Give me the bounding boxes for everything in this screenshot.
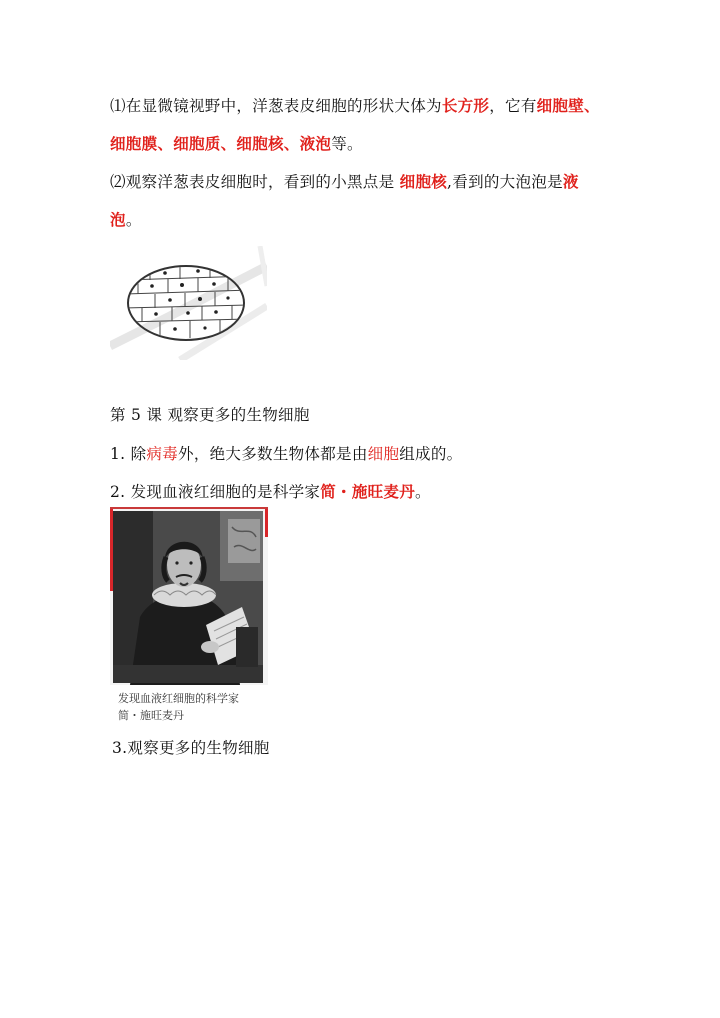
item2-prefix: 2. 发现血液红细胞的是科学家: [110, 483, 321, 501]
answer-scientist: 简・施旺麦丹: [320, 482, 416, 501]
scientist-portrait: [110, 507, 268, 723]
para2-prefix: ⑵观察洋葱表皮细胞时，看到的小黑点是: [110, 173, 400, 191]
item1-end: 组成的。: [399, 445, 463, 463]
lesson-title: 第 5 课 观察更多的生物细胞: [110, 406, 310, 424]
onion-cell-figure: [110, 246, 267, 360]
answer-shape: 长方形: [441, 96, 490, 115]
portrait-caption-line1: 发现血液红细胞的科学家: [118, 692, 239, 705]
answer-nucleus: 细胞核: [399, 172, 448, 191]
para1-prefix: ⑴在显微镜视野中，洋葱表皮细胞的形状大体为: [110, 97, 442, 115]
para1-end: 等。: [331, 135, 363, 153]
item1-line: [110, 443, 462, 465]
para2-line2: [110, 209, 142, 231]
para2-line1: [110, 171, 579, 193]
answer-vacuole-part1: 液: [562, 172, 579, 191]
portrait-image: [110, 507, 268, 685]
item3-line: 3.观察更多的生物细胞: [112, 739, 270, 757]
item1-mid: 外，绝大多数生物体都是由: [178, 445, 368, 463]
onion-cell-drawing: [110, 246, 267, 360]
answer-cell-wall: 细胞壁、: [536, 96, 600, 115]
para2-end: 。: [125, 211, 142, 229]
answer-structures: 细胞膜、细胞质、细胞核、液泡: [110, 134, 332, 153]
item2-line: [110, 481, 431, 503]
para1-line1: [110, 95, 600, 117]
answer-virus: 病毒: [146, 445, 179, 463]
answer-vacuole-part2: 泡: [110, 210, 126, 229]
para1-mid: ，它有: [489, 97, 537, 115]
item2-end: 。: [415, 483, 431, 501]
para1-line2: [110, 133, 363, 155]
portrait-caption-line2: 简・施旺麦丹: [118, 709, 184, 722]
item1-prefix: 1. 除: [110, 445, 147, 463]
para2-mid: ,看到的大泡泡是: [447, 173, 563, 191]
answer-cell: 细胞: [367, 445, 400, 463]
